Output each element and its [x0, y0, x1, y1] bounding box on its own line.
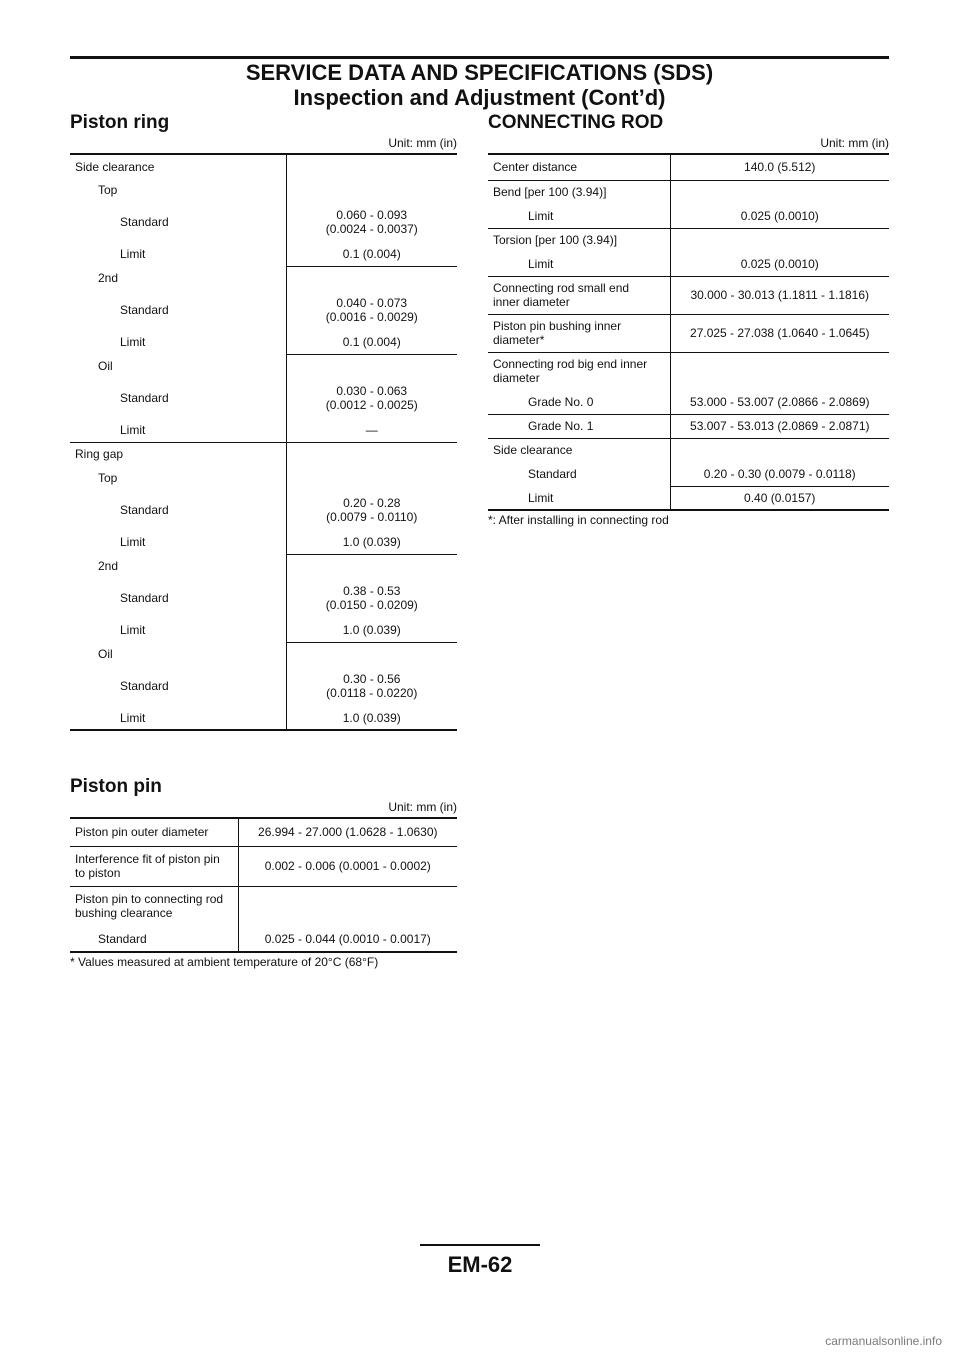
table-row	[70, 266, 457, 290]
table-row	[70, 886, 457, 926]
table-row	[70, 354, 457, 378]
sc-top-standard-value: 0.060 - 0.093 (0.0024 - 0.0037)	[286, 202, 457, 242]
rod-sc-limit-label: Limit	[528, 490, 554, 505]
piston-pin-section	[70, 776, 457, 969]
table-row	[70, 442, 457, 466]
sc-oil-standard-value: 0.030 - 0.063 (0.0012 - 0.0025)	[286, 378, 457, 418]
small-end-value: 30.000 - 30.013 (1.1811 - 1.1816)	[670, 276, 889, 314]
grade0-value: 53.000 - 53.007 (2.0866 - 2.0869)	[670, 390, 889, 414]
piston-ring-unit: Unit: mm (in)	[388, 136, 457, 150]
footer-rule	[420, 1244, 540, 1246]
piston-ring-table	[70, 153, 457, 731]
rg-top-limit-value: 1.0 (0.039)	[286, 530, 457, 554]
center-distance-value: 140.0 (5.512)	[670, 154, 889, 180]
rod-side-clearance-label: Side clearance	[493, 443, 573, 458]
header-subtitle: Inspection and Adjustment (Cont’d)	[293, 85, 666, 110]
grade1-label: Grade No. 1	[488, 414, 670, 438]
sc-2nd-label: 2nd	[98, 271, 119, 285]
table-row	[488, 180, 889, 204]
piston-ring-title: Piston ring	[70, 112, 170, 133]
header-rule	[70, 56, 889, 59]
connecting-rod-title: CONNECTING ROD	[488, 112, 664, 133]
table-row	[70, 846, 457, 886]
table-row	[70, 418, 457, 442]
sc-oil-standard-label: Standard	[120, 391, 169, 405]
table-row	[70, 642, 457, 666]
table-row	[70, 706, 457, 730]
side-clearance-label: Side clearance	[75, 159, 155, 174]
piston-pin-title: Piston pin	[70, 776, 162, 797]
rg-2nd-limit-value: 1.0 (0.039)	[286, 618, 457, 642]
big-end-label: Connecting rod big end inner diameter	[493, 357, 648, 386]
rg-top-limit-label: Limit	[120, 535, 146, 549]
sc-2nd-standard-label: Standard	[120, 303, 169, 317]
rod-sc-standard-value: 0.20 - 0.30 (0.0079 - 0.0118)	[670, 462, 889, 486]
pin-standard-value: 0.025 - 0.044 (0.0010 - 0.0017)	[238, 926, 457, 952]
piston-pin-note: * Values measured at ambient temperature of 20°C (68°F)	[70, 955, 379, 969]
table-row	[70, 466, 457, 490]
center-distance-label: Center distance	[488, 154, 670, 180]
rg-oil-label: Oil	[98, 647, 113, 661]
rg-oil-limit-value: 1.0 (0.039)	[286, 706, 457, 730]
table-row	[488, 314, 889, 352]
sc-top-limit-label: Limit	[120, 247, 146, 261]
connecting-rod-note: *: After installing in connecting rod	[488, 513, 669, 527]
sc-oil-label: Oil	[98, 359, 113, 373]
table-row	[70, 530, 457, 554]
table-row	[488, 438, 889, 462]
piston-ring-section	[70, 112, 457, 731]
pin-interference-value: 0.002 - 0.006 (0.0001 - 0.0002)	[238, 846, 457, 886]
table-row	[488, 228, 889, 252]
rg-2nd-standard-value: 0.38 - 0.53 (0.0150 - 0.0209)	[286, 578, 457, 618]
pin-interference-label: Interference fit of piston pin to piston	[70, 846, 238, 886]
table-row	[70, 666, 457, 706]
small-end-label: Connecting rod small end inner diameter	[488, 276, 670, 314]
connecting-rod-section	[488, 112, 889, 527]
table-row	[70, 242, 457, 266]
table-row	[70, 618, 457, 642]
table-row	[70, 330, 457, 354]
ring-gap-label: Ring gap	[75, 447, 124, 462]
rg-2nd-limit-label: Limit	[120, 623, 146, 637]
page-number: EM-62	[447, 1252, 513, 1277]
pin-outer-diameter-label: Piston pin outer diameter	[70, 818, 238, 846]
table-row	[488, 414, 889, 438]
bushing-inner-value: 27.025 - 27.038 (1.0640 - 1.0645)	[670, 314, 889, 352]
torsion-limit-label: Limit	[488, 252, 670, 276]
torsion-label: Torsion [per 100 (3.94)]	[493, 233, 618, 248]
table-row	[488, 462, 889, 486]
table-row	[488, 204, 889, 228]
bushing-inner-label: Piston pin bushing inner diameter*	[488, 314, 670, 352]
rg-oil-standard-value: 0.30 - 0.56 (0.0118 - 0.0220)	[286, 666, 457, 706]
connecting-rod-table	[488, 153, 889, 511]
sc-oil-limit-label: Limit	[70, 418, 286, 442]
sc-2nd-limit-value: 0.1 (0.004)	[286, 330, 457, 354]
page-header	[70, 56, 889, 111]
table-row	[70, 378, 457, 418]
grade0-label: Grade No. 0	[488, 390, 670, 414]
sc-top-label: Top	[98, 183, 118, 197]
rg-top-standard-label: Standard	[120, 503, 169, 517]
sc-2nd-limit-label: Limit	[120, 335, 146, 349]
rg-2nd-label: 2nd	[98, 559, 119, 573]
table-row	[70, 926, 457, 952]
table-row	[70, 290, 457, 330]
header-title: SERVICE DATA AND SPECIFICATIONS (SDS)	[245, 60, 714, 85]
grade1-value: 53.007 - 53.013 (2.0869 - 2.0871)	[670, 414, 889, 438]
rod-sc-limit-value: 0.40 (0.0157)	[670, 486, 889, 510]
bend-label: Bend [per 100 (3.94)]	[493, 185, 607, 200]
table-row	[70, 554, 457, 578]
table-row	[488, 352, 889, 390]
pin-bushing-clearance-label: Piston pin to connecting rod bushing clearance	[75, 892, 224, 921]
sc-2nd-standard-value: 0.040 - 0.073 (0.0016 - 0.0029)	[286, 290, 457, 330]
table-row	[70, 490, 457, 530]
table-row	[70, 202, 457, 242]
torsion-limit-value: 0.025 (0.0010)	[670, 252, 889, 276]
table-row	[70, 178, 457, 202]
connecting-rod-unit: Unit: mm (in)	[820, 136, 889, 150]
sc-top-limit-value: 0.1 (0.004)	[286, 242, 457, 266]
table-row	[70, 154, 457, 178]
pin-standard-label: Standard	[98, 931, 147, 946]
table-row	[488, 154, 889, 180]
table-row	[70, 578, 457, 618]
table-row	[488, 390, 889, 414]
sc-oil-limit-value: —	[286, 418, 457, 442]
rg-oil-standard-label: Standard	[120, 679, 169, 693]
table-row	[488, 276, 889, 314]
rg-oil-limit-label: Limit	[120, 710, 146, 725]
rg-top-label: Top	[98, 471, 118, 485]
pin-outer-diameter-value: 26.994 - 27.000 (1.0628 - 1.0630)	[238, 818, 457, 846]
table-row	[488, 486, 889, 510]
rg-2nd-standard-label: Standard	[120, 591, 169, 605]
bend-limit-label: Limit	[488, 204, 670, 228]
table-row	[70, 818, 457, 846]
rod-sc-standard-label: Standard	[528, 467, 577, 481]
sc-top-standard-label: Standard	[120, 215, 169, 229]
rg-top-standard-value: 0.20 - 0.28 (0.0079 - 0.0110)	[286, 490, 457, 530]
table-row	[488, 252, 889, 276]
piston-pin-table	[70, 817, 457, 953]
piston-pin-unit: Unit: mm (in)	[388, 800, 457, 814]
watermark: carmanualsonline.info	[825, 1334, 942, 1348]
bend-limit-value: 0.025 (0.0010)	[670, 204, 889, 228]
